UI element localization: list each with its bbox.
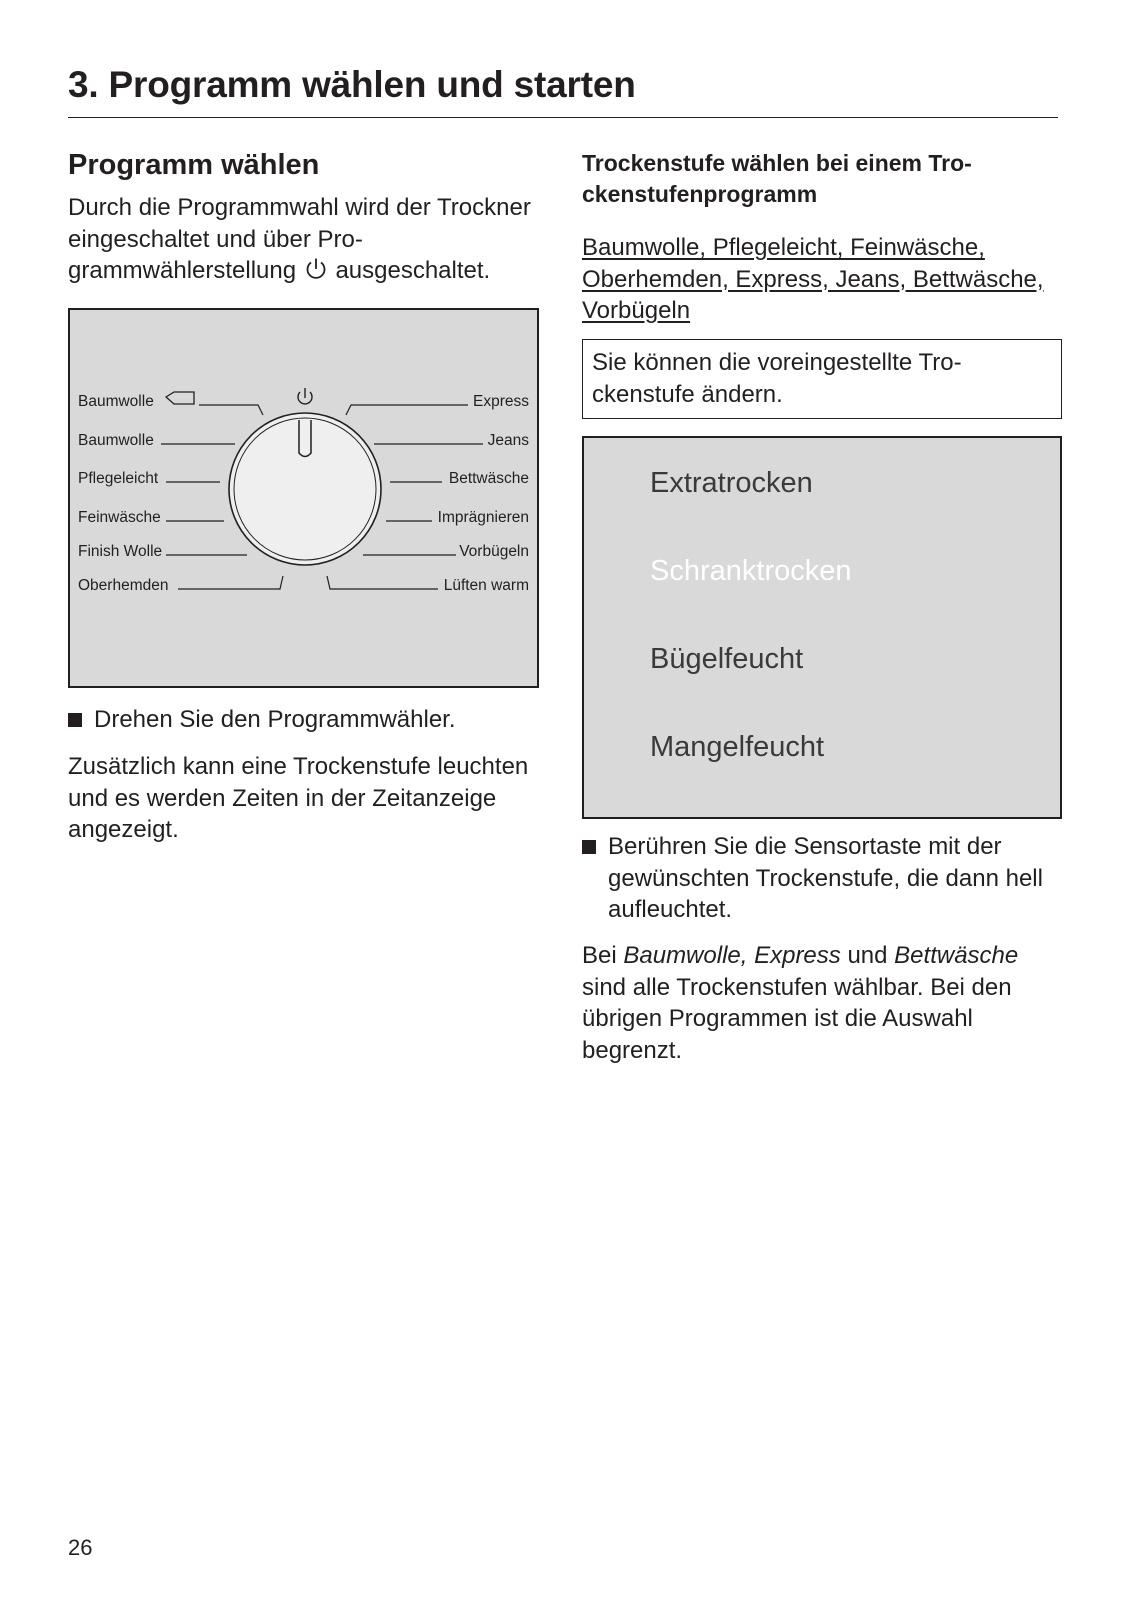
- dial-pointer: [299, 420, 311, 457]
- dial-label-express: Express: [473, 393, 529, 410]
- dial-label-vorbuegeln: Vorbügeln: [459, 543, 529, 560]
- program-selector-panel: [68, 308, 539, 688]
- level-buegelfeucht[interactable]: Bügelfeucht: [650, 643, 804, 675]
- dial-label-lueften-warm: Lüften warm: [443, 577, 529, 594]
- dial-label-finish-wolle: Finish Wolle: [78, 543, 163, 560]
- right-note: [582, 940, 1052, 1066]
- left-column: [68, 148, 548, 290]
- level-extratrocken[interactable]: Extratrocken: [650, 467, 813, 499]
- right-column: [582, 148, 1052, 327]
- section-heading: Programm wählen: [68, 149, 320, 181]
- iron-symbol-icon: [166, 392, 194, 404]
- dial-graphic: [70, 310, 537, 686]
- dial-label-bettwaesche: Bettwäsche: [448, 470, 529, 487]
- left-instruction-text: Drehen Sie den Programmwähler.: [94, 706, 456, 733]
- page-number: 26: [68, 1535, 93, 1560]
- level-schranktrocken[interactable]: Schranktrocken: [650, 555, 852, 587]
- power-icon: [298, 388, 312, 404]
- hint-text: Sie können die voreingestellte Trockenstufe ändern.: [592, 349, 962, 408]
- left-instruction: [68, 704, 548, 736]
- bullet-square-icon: [68, 713, 82, 727]
- chapter-title: 3. Programm wählen und starten: [68, 64, 636, 105]
- drying-level-panel: [582, 436, 1062, 819]
- note-text: sind alle Trockenstufen wählbar. Bei den übrigen Programmen ist die Auswahl begrenzt.: [582, 973, 1012, 1064]
- dial-label-pflegeleicht: Pflegeleicht: [78, 470, 159, 487]
- drying-level-heading: Trockenstufe wählen bei einem Trockenstufenprogramm: [582, 150, 972, 207]
- note-text: Bei: [582, 942, 624, 969]
- right-instruction: [582, 831, 1058, 926]
- note-programs-italic: Baumwolle, Express: [623, 942, 841, 969]
- dial-label-baumwolle-1: Baumwolle: [78, 393, 154, 410]
- note-program-italic: Bettwäsche: [894, 942, 1019, 969]
- bullet-square-icon: [582, 840, 596, 854]
- intro-text-end: ausgeschaltet.: [335, 257, 491, 284]
- level-mangelfeucht[interactable]: Mangelfeucht: [650, 731, 825, 763]
- dial-label-baumwolle-2: Baumwolle: [78, 432, 154, 449]
- title-divider: [68, 117, 1058, 118]
- intro-text: Durch die Programmwahl wird der Trockner eingeschaltet und über Programmwählerstellung: [68, 194, 531, 284]
- hint-box: [582, 339, 1062, 419]
- dial-label-jeans: Jeans: [487, 432, 529, 449]
- dial-label-oberhemden: Oberhemden: [78, 577, 169, 594]
- power-icon: [305, 257, 327, 290]
- dial-label-feinwaesche: Feinwäsche: [78, 509, 161, 526]
- intro-paragraph: [68, 192, 548, 290]
- left-note: Zusätzlich kann eine Trockenstufe leuchten und es werden Zeiten in der Zeitanzeige angezeigt.: [68, 753, 529, 843]
- dial-label-impraegnieren: Imprägnieren: [437, 509, 529, 526]
- program-list: Baumwolle, Pflegeleicht, Feinwäsche, Oberhemden, Express, Jeans, Bettwäsche, Vorbügeln: [582, 234, 1044, 324]
- note-text: und: [840, 942, 895, 969]
- right-instruction-text: Berühren Sie die Sensortaste mit der gewünschten Trockenstufe, die dann hell aufleuchtet.: [608, 833, 1043, 923]
